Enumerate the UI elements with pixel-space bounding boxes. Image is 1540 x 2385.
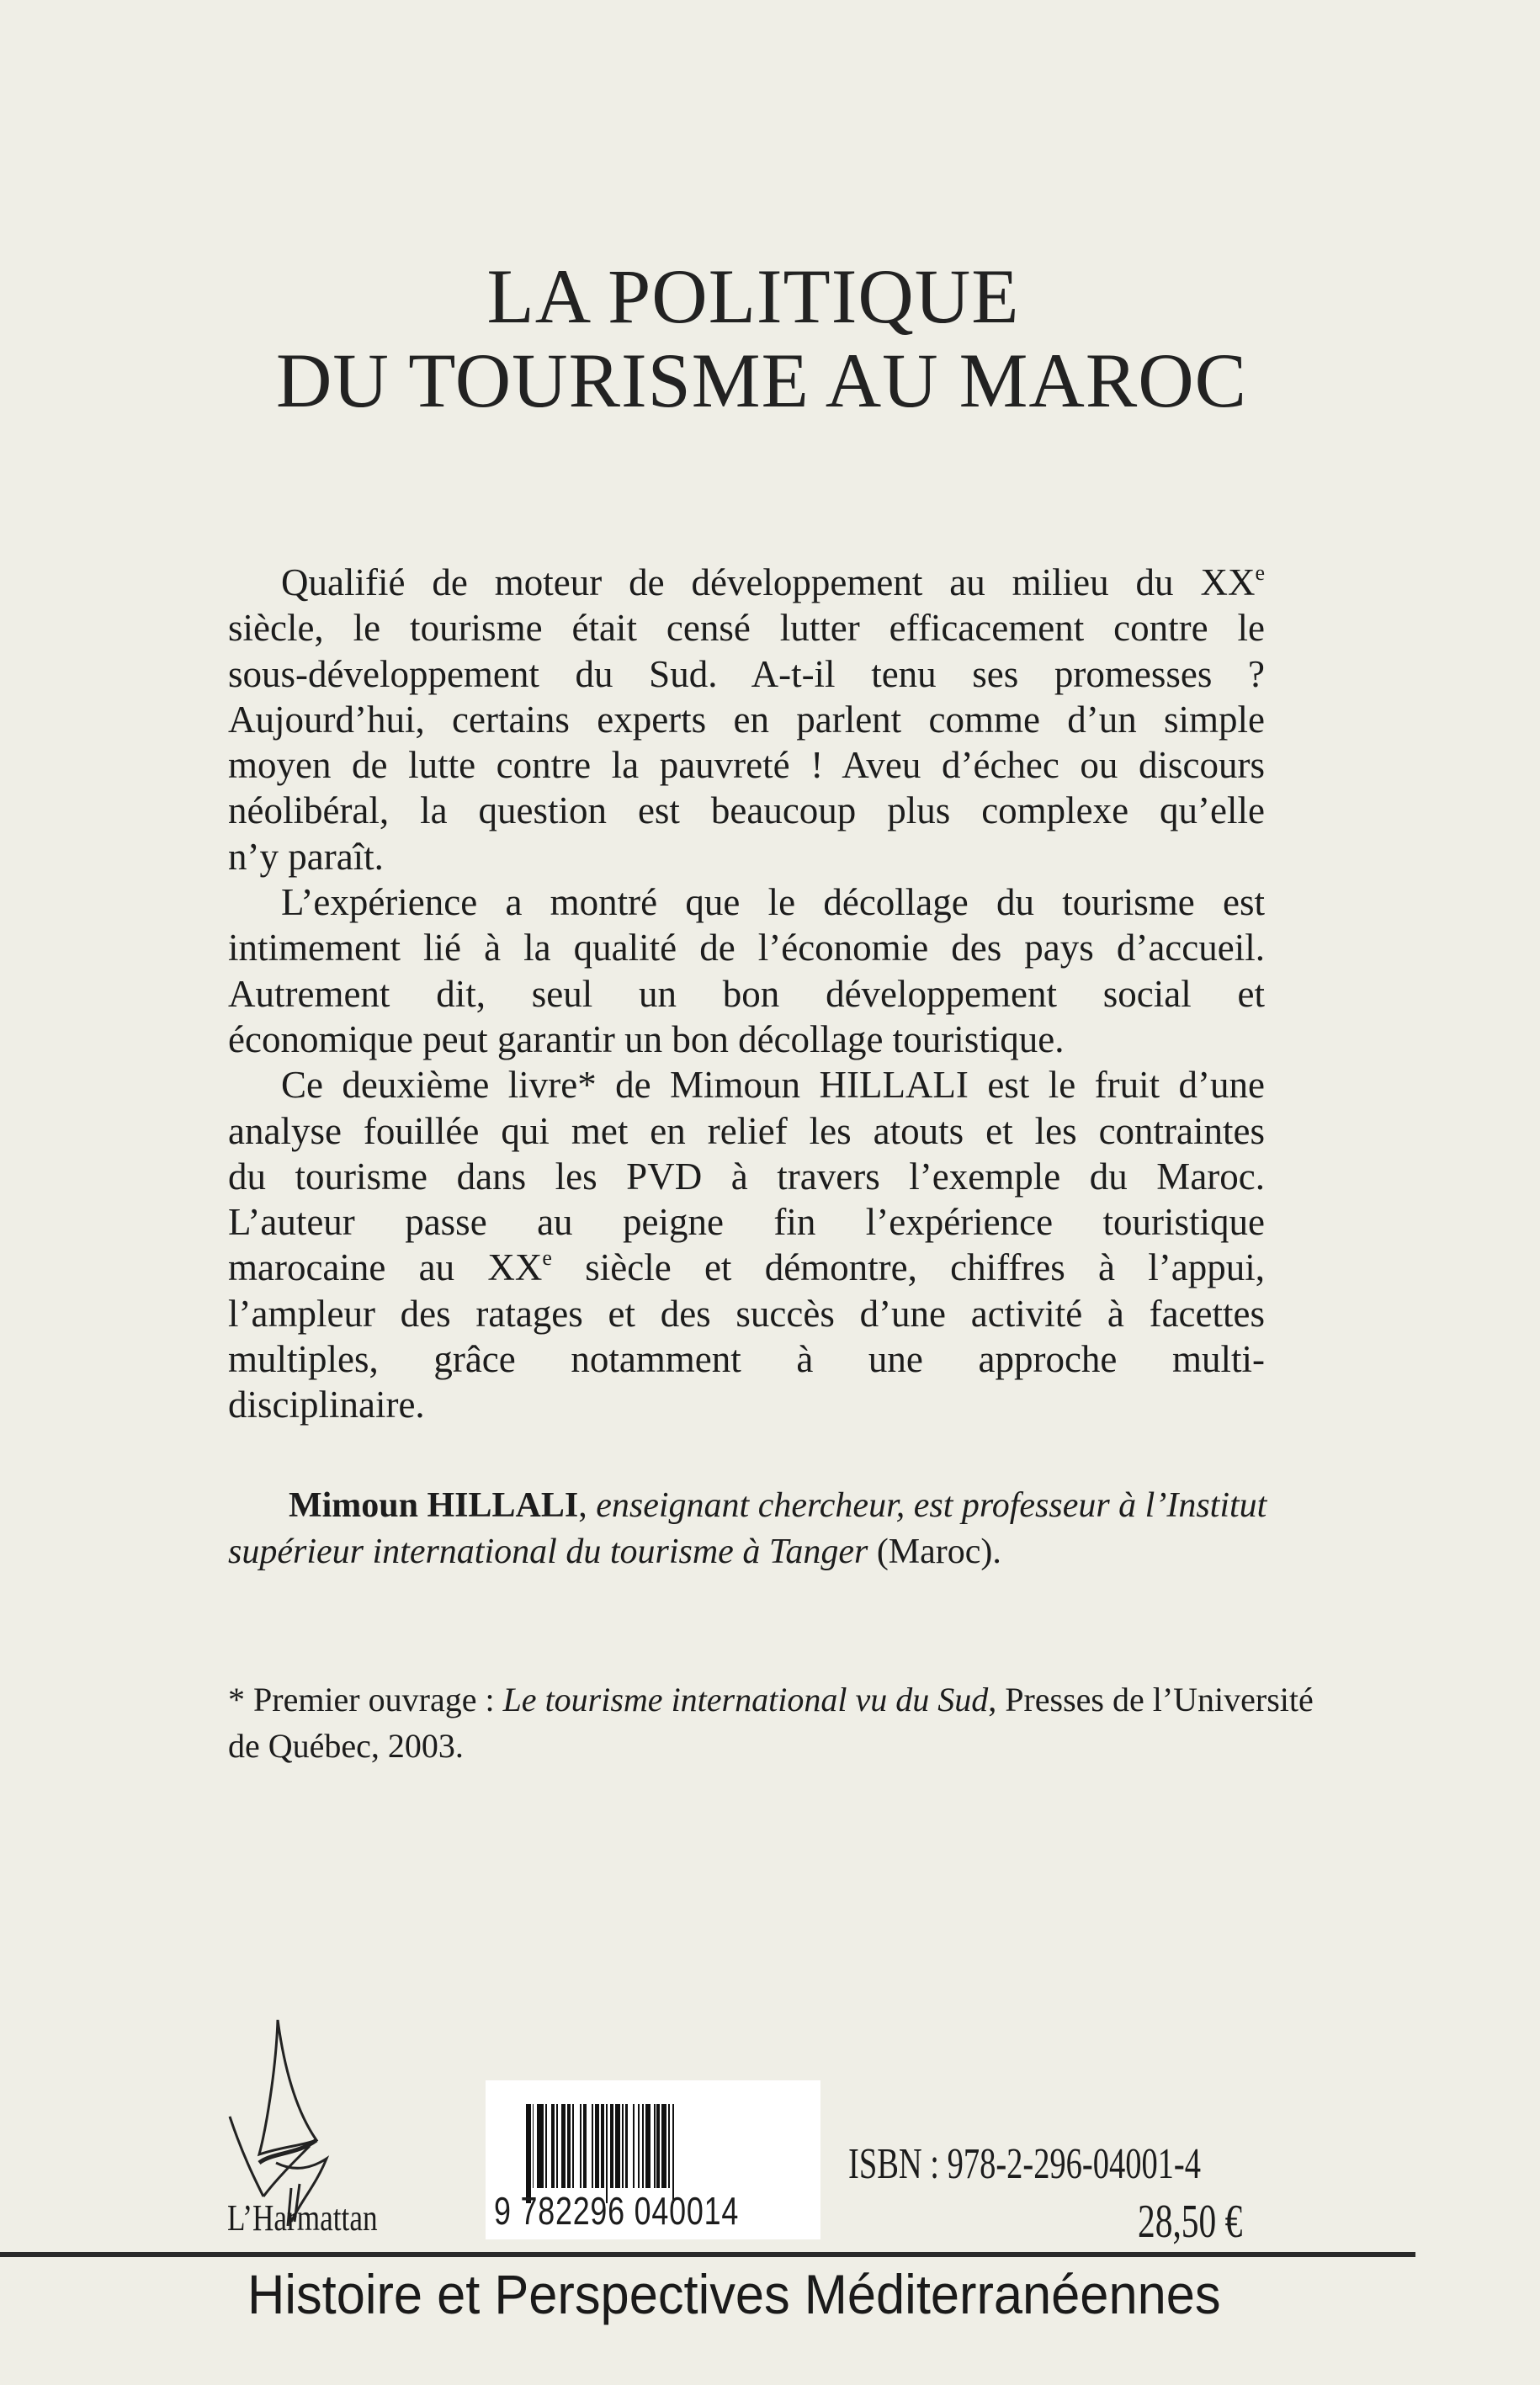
author-bio [228, 1483, 1265, 1575]
divider [0, 2252, 1415, 2257]
blurb-line: multiples, grâce notamment à une approche multi- [228, 1338, 1265, 1381]
author-bio-line-2 [228, 1532, 1001, 1571]
blurb-line: L’auteur passe au peigne fin l’expérience touristique [228, 1201, 1265, 1244]
blurb-line: analyse fouillée qui met en relief les atouts et les contraintes [228, 1109, 1265, 1152]
price: 28,50 € [1138, 2196, 1243, 2248]
blurb-text: marocaine au XX [228, 1246, 543, 1289]
blurb-line [228, 560, 1265, 605]
blurb-text: siècle et démontre, chiffres à l’appui, [551, 1246, 1265, 1289]
blurb-line [228, 1245, 1265, 1290]
footnote-prefix: * Premier ouvrage : [228, 1681, 503, 1718]
isbn-number: ISBN : 978-2-296-04001-4 [848, 2140, 1201, 2188]
publisher-name: L’Harmattan [227, 2197, 378, 2239]
blurb-line: disciplinaire. [228, 1384, 425, 1426]
footnote-line-1 [228, 1676, 1314, 1723]
footnote-work-title: Le tourisme international vu du Sud [502, 1681, 989, 1718]
author-role: enseignant chercheur, est professeur à l’Institut [587, 1486, 1267, 1525]
blurb-line: économique peut garantir un bon décollage touristique. [228, 1017, 1065, 1060]
author-institute: supérieur international du tourisme à Tanger [228, 1532, 868, 1571]
barcode-bars [526, 2104, 795, 2198]
blurb-text: e [1255, 560, 1265, 585]
blurb-line: Autrement dit, seul un bon développement social et [228, 972, 1265, 1015]
blurb-line: du tourisme dans les PVD à travers l’exemple du Maroc. [228, 1155, 1265, 1198]
comma: , [578, 1486, 587, 1525]
back-cover-blurb [228, 560, 1265, 1428]
blurb-line: Aujourd’hui, certains experts en parlent comme d’un simple [228, 698, 1265, 741]
isbn-barcode [486, 2080, 820, 2239]
blurb-line: sous-développement du Sud. A-t-il tenu ses promesses ? [228, 652, 1265, 695]
blurb-line: n’y paraît. [228, 835, 384, 878]
blurb-line: Ce deuxième livre* de Mimoun HILLALI est le fruit d’une [281, 1064, 1265, 1107]
series-name: Histoire et Perspectives Méditerranéennes [247, 2263, 1221, 2325]
footnote-publisher: , Presses de l’Université [988, 1681, 1314, 1718]
barcode-bar [574, 2104, 581, 2188]
blurb-text: Qualifié de moteur de développement au milieu du XX [281, 561, 1256, 603]
author-bio-line-1 [228, 1483, 1265, 1529]
blurb-line: néolibéral, la question est beaucoup plus complexe qu’elle [228, 789, 1265, 832]
blurb-text: e [542, 1246, 552, 1271]
barcode-bar [537, 2104, 544, 2188]
blurb-line: l’ampleur des ratages et des succès d’une activité à facettes [228, 1292, 1265, 1335]
footnote-line-2: de Québec, 2003. [228, 1727, 464, 1765]
footnote [228, 1676, 1314, 1769]
blurb-line: moyen de lutte contre la pauvreté ! Aveu d’échec ou discours [228, 744, 1265, 787]
blurb-line: siècle, le tourisme était censé lutter efficacement contre le [228, 607, 1265, 650]
book-title-line-2: DU TOURISME AU MAROC [275, 337, 1247, 423]
book-title-line-1: LA POLITIQUE [486, 253, 1020, 339]
blurb-line: intimement lié à la qualité de l’économie des pays d’accueil. [228, 927, 1265, 969]
author-location: (Maroc). [868, 1532, 1001, 1571]
barcode-digits: 9 782296 040014 [494, 2189, 740, 2233]
blurb-line: L’expérience a montré que le décollage du tourisme est [281, 881, 1265, 924]
author-name: Mimoun HILLALI [289, 1486, 579, 1525]
